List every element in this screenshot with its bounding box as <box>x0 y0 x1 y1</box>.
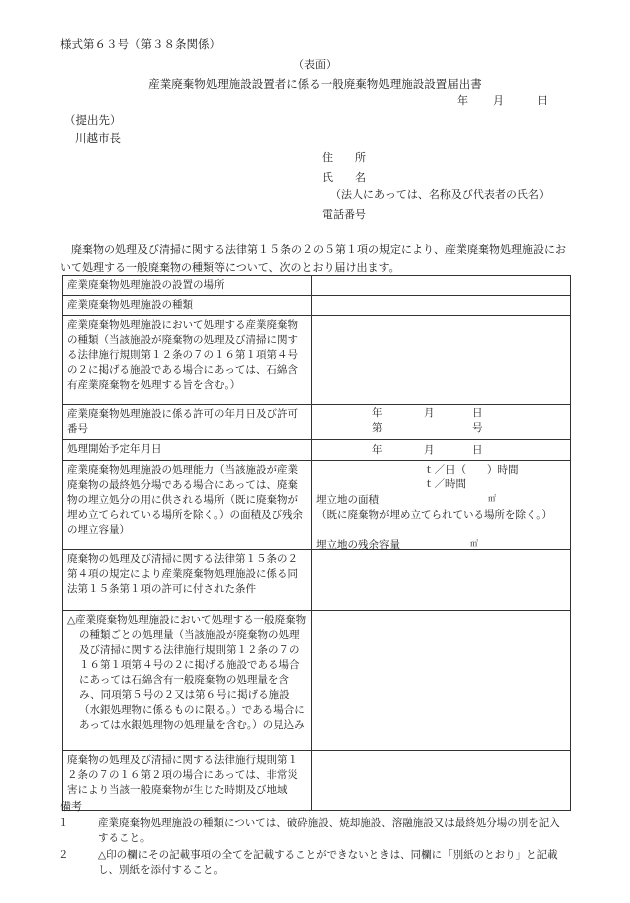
landfill-area-note: （既に廃棄物が埋め立てられている場所を除く。） <box>316 509 553 521</box>
facility-type-field[interactable] <box>312 296 571 316</box>
table-row <box>63 550 571 611</box>
date-month-label: 月 <box>493 94 504 107</box>
disaster-field[interactable] <box>312 751 571 811</box>
note-number: ２ <box>58 849 69 861</box>
recipient-heading: （提出先） <box>64 113 122 127</box>
notification-form-table <box>62 275 571 811</box>
note-item <box>58 848 568 878</box>
facility-type-label: 産業廃棄物処理施設の種類 <box>63 296 312 316</box>
disaster-label: 廃棄物の処理及び清掃に関する法律施行規則第１２条の７の１６第２項の場合にあっては、非常災害により当該一般廃棄物が生じた時期及び地域 <box>63 751 312 811</box>
table-row <box>63 296 571 316</box>
corporation-note: （法人にあっては、名称及び代表者の氏名） <box>330 188 550 201</box>
capacity-label: 産業廃棄物処理施設の処理能力（当該施設が産業廃棄物の最終処分場である場合にあっては、廃棄物の埋立処分の用に供される場所（既に廃棄物が埋め立てられている場所を除く。）の面積及び残余の埋立容量） <box>63 461 312 550</box>
form-number: 様式第６３号（第３８条関係） <box>60 37 221 51</box>
volume-label-text: △産業廃棄物処理施設において処理する一般廃棄物の種類ごとの処理量（当該施設が廃棄物の処理及び清掃に関する法律施行規則第１２条の７の１６第１項第４号の２に掲げる施設である場合にあっては石綿含有一般廃棄物の処理量を含み、同項第５号の２又は第６号に掲げる施設（水銀処理物に係るものに限る。）である場合にあっては水銀処理物の処理量を含む。）の見込み <box>67 614 307 731</box>
conditions-field[interactable] <box>312 550 571 611</box>
start-date-field[interactable] <box>312 440 571 461</box>
date-year-label: 年 <box>457 94 468 107</box>
remaining-capacity-label: 埋立地の残余容量 <box>316 539 400 551</box>
intro-text: 廃棄物の処理及び清掃に関する法律第１５条の２の５第１項の規定により、産業廃棄物処理施設において処理する一般廃棄物の種類等について、次のとおり届け出ます。 <box>60 243 566 274</box>
waste-type-field[interactable] <box>312 316 571 405</box>
capacity-field[interactable] <box>312 461 571 550</box>
name-label: 氏 名 <box>322 171 366 184</box>
table-row <box>63 461 571 550</box>
permit-field[interactable] <box>312 405 571 440</box>
conditions-label: 廃棄物の処理及び清掃に関する法律第１５条の２第４項の規定により産業廃棄物処理施設に係る同法第１５条第１項の許可に付された条件 <box>63 550 312 611</box>
table-row <box>63 316 571 405</box>
address-label: 住 所 <box>322 151 366 164</box>
table-row <box>63 440 571 461</box>
note-text: △印の欄にその記載事項の全てを記載することができないときは、同欄に「別紙のとおり」と記載し、別紙を添付すること。 <box>98 849 558 876</box>
start-day: 日 <box>472 444 483 456</box>
table-row <box>63 751 571 811</box>
date-day-label: 日 <box>537 94 548 107</box>
volume-label <box>63 611 312 751</box>
capacity-per-day: ｔ／日（ ）時間 <box>424 464 519 476</box>
permit-dai: 第 <box>372 422 383 434</box>
waste-type-label: 産業廃棄物処理施設において処理する産業廃棄物の種類（当該施設が廃棄物の処理及び清掃に関する法律施行規則第１２条の７の１６第１項第４号の２に掲げる施設である場合にあっては、石綿含有産業廃棄物を処理する旨を含む。） <box>63 316 312 405</box>
location-label: 産業廃棄物処理施設の設置の場所 <box>63 276 312 296</box>
permit-label: 産業廃棄物処理施設に係る許可の年月日及び許可番号 <box>63 405 312 440</box>
start-month: 月 <box>424 444 435 456</box>
start-date-label: 処理開始予定年月日 <box>63 440 312 461</box>
landfill-area-label: 埋立地の面積 <box>316 494 379 506</box>
table-row <box>63 405 571 440</box>
capacity-per-hour: ｔ／時間 <box>424 478 466 490</box>
volume-field[interactable] <box>312 611 571 751</box>
location-field[interactable] <box>312 276 571 296</box>
note-text: 産業廃棄物処理施設の種類については、破砕施設、焼却施設、溶融施設又は最終処分場の別を記入すること。 <box>98 817 560 844</box>
side-label: （表面） <box>293 58 337 71</box>
permit-month: 月 <box>424 407 435 419</box>
area-unit: ㎡ <box>488 494 496 503</box>
phone-label: 電話番号 <box>322 208 366 221</box>
table-row <box>63 276 571 296</box>
permit-go: 号 <box>472 422 483 434</box>
document-title: 産業廃棄物処理施設設置者に係る一般廃棄物処理施設設置届出書 <box>148 77 482 91</box>
recipient-name: 川越市長 <box>75 131 121 145</box>
note-item <box>58 816 568 846</box>
permit-day: 日 <box>472 407 483 419</box>
note-number: １ <box>58 817 69 829</box>
table-row <box>63 611 571 751</box>
start-year: 年 <box>372 444 383 456</box>
permit-year: 年 <box>372 407 383 419</box>
remaining-unit: ㎥ <box>470 539 478 548</box>
notes-heading: 備考 <box>60 800 82 813</box>
